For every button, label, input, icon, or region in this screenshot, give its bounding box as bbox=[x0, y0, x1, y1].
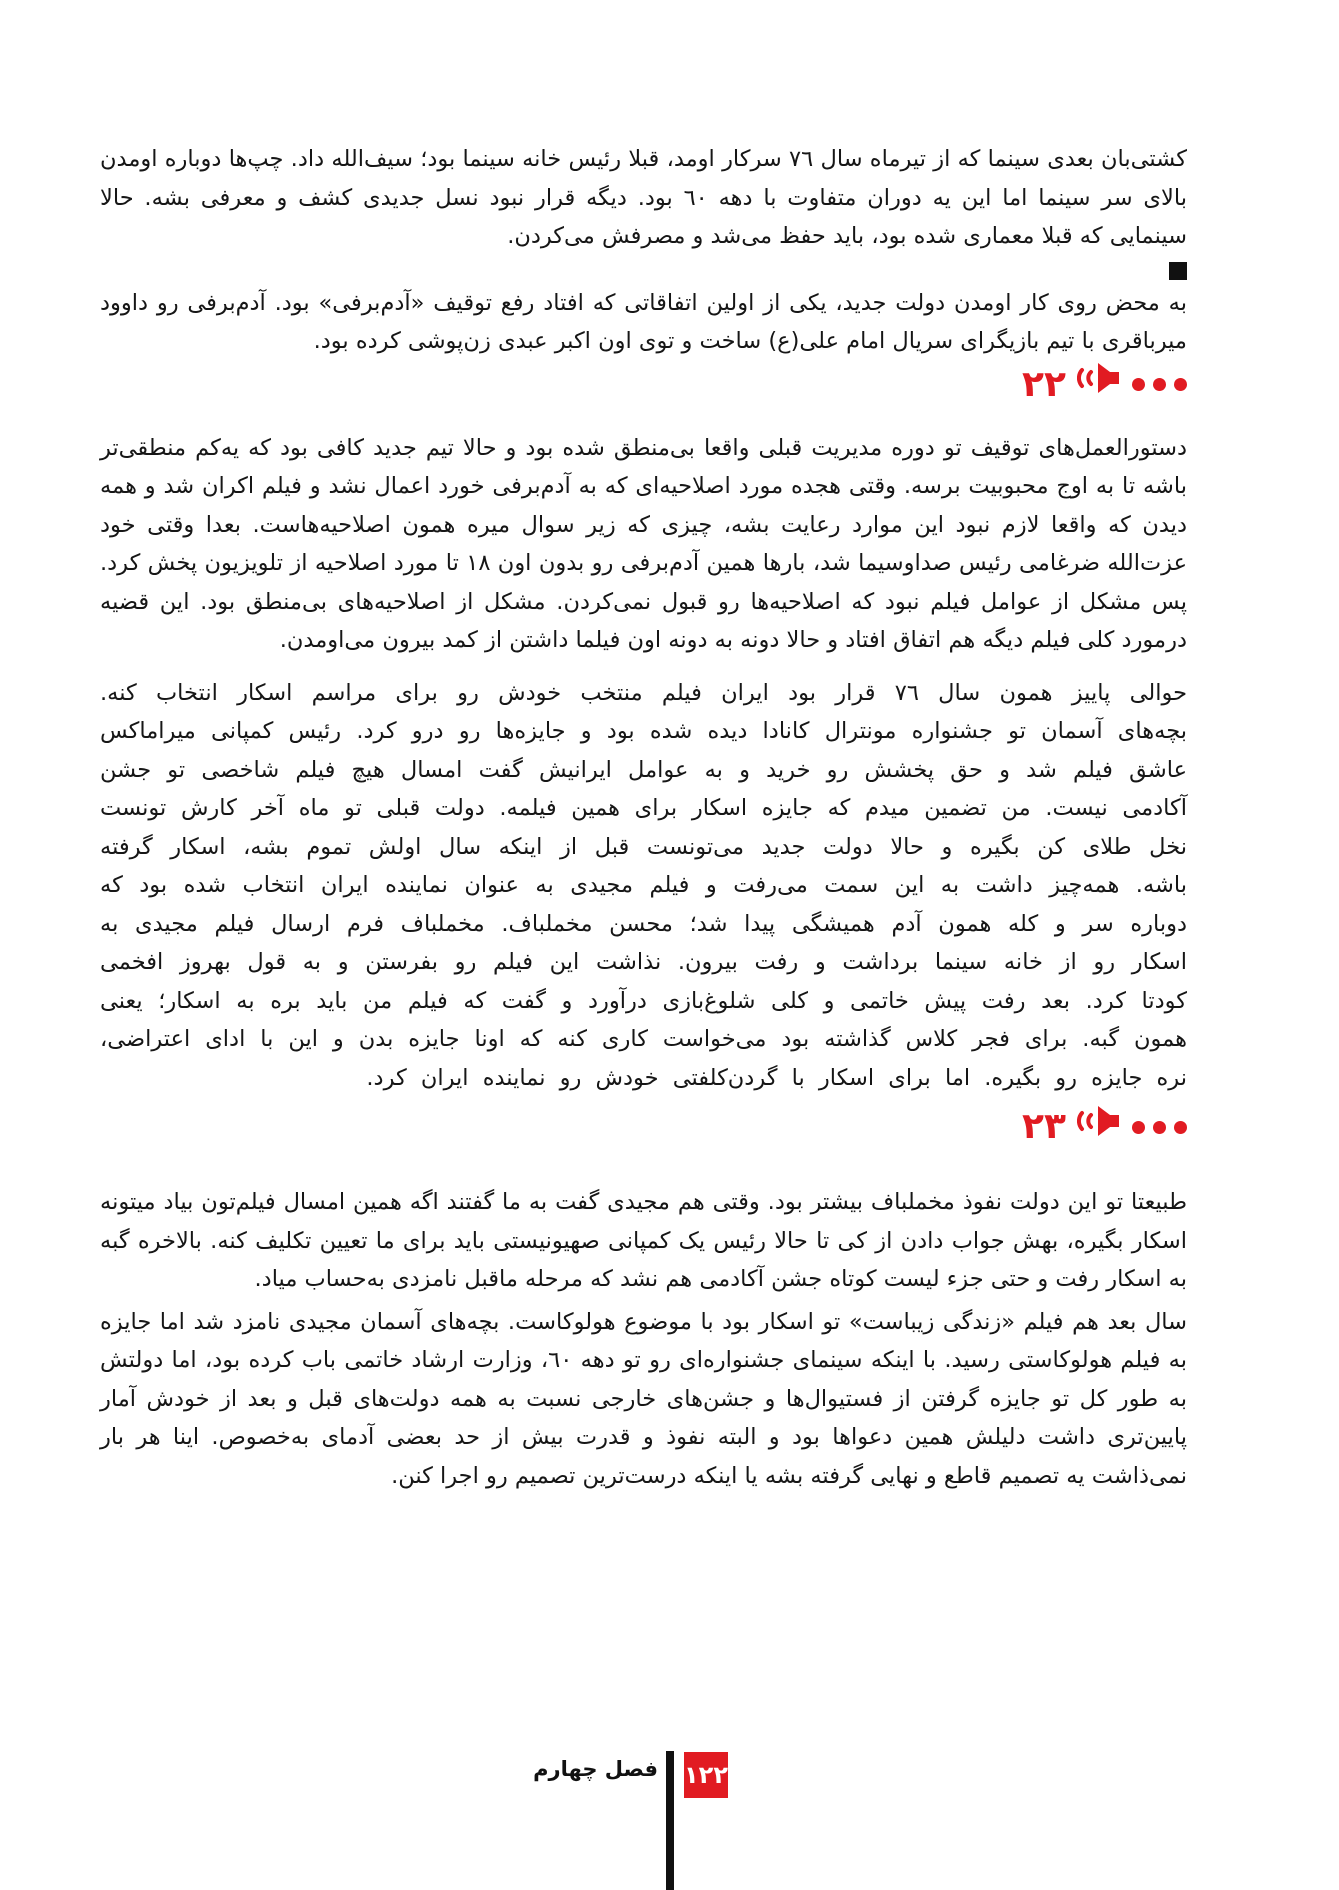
audio-track-marker-22 bbox=[100, 365, 1187, 405]
body-text-block bbox=[100, 140, 1187, 1495]
section-break-square-icon bbox=[1169, 262, 1187, 280]
audio-track-number: ٢٢ bbox=[1022, 363, 1066, 405]
paragraph-6: سال بعد هم فیلم «زندگی زیباست» تو اسکار بود با موضوع هولوکاست. بچه‌های آسمان مجیدی نامزد شد اما جایزه به فیلم هولوکاستی رسید. با اینکه سینمای جشنواره‌ای رو تو دهه ٦٠، وزارت ارشاد خاتمی باب کرده بود، اما دولتش به طور کل تو جایزه گرفتن از فستیوال‌ها و جشن‌های خارجی نسبت به همه دولت‌های قبل و بعد از خودش آمار پایین‌تری داشت دلیلش همین دعواها بود و البته نفوذ و قدرت بیش از حد بعضی آدمای به‌خصوص. اینا هر بار نمی‌ذاشت یه تصمیم قاطع و نهایی گرفته بشه یا اینکه درست‌ترین تصمیم رو اجرا کنن. bbox=[100, 1308, 1187, 1489]
footer-divider-bar bbox=[666, 1751, 674, 1890]
dot-icon bbox=[1132, 378, 1145, 391]
page-number-badge bbox=[684, 1752, 728, 1798]
speaker-icon bbox=[1077, 1105, 1121, 1150]
audio-dots-icon bbox=[1132, 378, 1187, 391]
dot-icon bbox=[1153, 378, 1166, 391]
dot-icon bbox=[1132, 1121, 1145, 1134]
dot-icon bbox=[1153, 1121, 1166, 1134]
speaker-icon bbox=[1077, 362, 1121, 407]
paragraph-3: دستورالعمل‌های توقیف تو دوره مدیریت قبلی واقعا بی‌منطق شده بود و حالا تیم جدید کافی بود که یه‌کم منطقی‌تر باشه تا به اوج محبوبیت برسه. وقتی هجده مورد اصلاحیه‌ای که به آدم‌برفی خورد اعمال نشد و فیلم اکران شد و همه دیدن که واقعا لازم نبود این موارد رعایت بشه، چیزی که زیر سوال میره همون اصلاحیه‌هاست. بعدا وقتی خود عزت‌الله ضرغامی رئیس صداوسیما شد، بارها همین آدم‌برفی رو بدون اون ١٨ تا مورد اصلاحیه از تلویزیون پخش کرد. پس مشکل از عوامل فیلم نبود که اصلاحیه‌ها رو قبول نمی‌کردن. مشکل از اصلاحیه‌های بی‌منطق بود. این قضیه درمورد کلی فیلم دیگه هم اتفاق افتاد و حالا دونه به دونه اون فیلما داشتن از کمد بیرون می‌اومدن. bbox=[100, 434, 1188, 653]
paragraph-2: به محض روی کار اومدن دولت جدید، یکی از اولین اتفاقاتی که افتاد رفع توقیف «آدم‌برفی» بود. آدم‌برفی رو داوود میرباقری با تیم بازیگرای سریال امام علی(ع) ساخت و توی اون اکبر عبدی زن‌پوشی کرده بود. bbox=[100, 289, 1187, 354]
dot-icon bbox=[1174, 378, 1187, 391]
audio-dots-icon bbox=[1132, 1121, 1187, 1134]
paragraph-1: کشتی‌بان بعدی سینما که از تیرماه سال ٧٦ سرکار اومد، قبلا رئیس خانه سینما بود؛ سیف‌الله داد. چپ‌ها دوباره اومدن بالای سر سینما اما این یه دوران متفاوت با دهه ٦٠ بود. دیگه قرار نبود نسل جدیدی کشف و معرفی بشه. حالا سینمایی که قبلا معماری شده بود، باید حفظ می‌شد و مصرفش می‌کردن. bbox=[100, 146, 1187, 249]
paragraph-5: طبیعتا تو این دولت نفوذ مخملباف بیشتر بود. وقتی هم مجیدی گفت به ما گفتند اگه همین امسال فیلم‌تون بیاد میتونه اسکار بگیره، بهش جواب دادن از کی تا حالا رئیس یک کمپانی صهیونیستی باید برای ما تعیین تکلیف کنه. بالاخره گبه به اسکار رفت و حتی جزء لیست کوتاه جشن آکادمی هم نشد که مرحله ماقبل نامزدی به‌حساب میاد. bbox=[100, 1189, 1187, 1292]
chapter-label: فصل چهارم bbox=[533, 1757, 658, 1781]
audio-track-number: ٢٣ bbox=[1022, 1106, 1066, 1147]
audio-track-marker-23 bbox=[100, 1107, 1187, 1147]
paragraph-4: حوالی پاییز همون سال ٧٦ قرار بود ایران فیلم منتخب خودش رو برای مراسم اسکار انتخاب کنه. بچه‌های آسمان تو جشنواره مونترال کانادا دیده شده بود و جایزه‌ها رو درو کرد. رئیس کمپانی میراماکس عاشق فیلم شد و حق پخشش رو خرید و به عوامل ایرانیش گفت امسال هیچ فیلم شاخصی تو جشن آکادمی نیست. من تضمین میدم که جایزه اسکار برای همین فیلمه. دولت قبلی تو ماه آخر کارش تونست نخل طلای کن بگیره و حالا دولت جدید می‌تونست قبل از اینکه سال اولش تموم بشه، اسکار گرفته باشه. همه‌چیز داشت به این سمت می‌رفت و فیلم مجیدی به عنوان نماینده ایران انتخاب شده بود که دوباره سر و کله همون آدم همیشگی پیدا شد؛ محسن مخملباف. مخملباف فرم ارسال فیلم مجیدی به اسکار رو از خانه سینما برداشت و رفت بیرون. نذاشت این فیلم رو بفرستن و به قول بهروز افخمی کودتا کرد. بعد رفت پیش خاتمی و کلی شلوغ‌بازی درآورد و گفت که فیلم من باید بره به اسکار؛ یعنی همون گبه. برای فجر کلاس گذاشته بود می‌خواست کاری کنه که اونا جایزه بدن و این با ادای اعتراضی، نره جایزه رو بگیره. اما برای اسکار با گردن‌کلفتی خودش رو نماینده ایران کرد. bbox=[100, 679, 1187, 1091]
page-number: ١٢٢ bbox=[684, 1761, 728, 1789]
dot-icon bbox=[1174, 1121, 1187, 1134]
